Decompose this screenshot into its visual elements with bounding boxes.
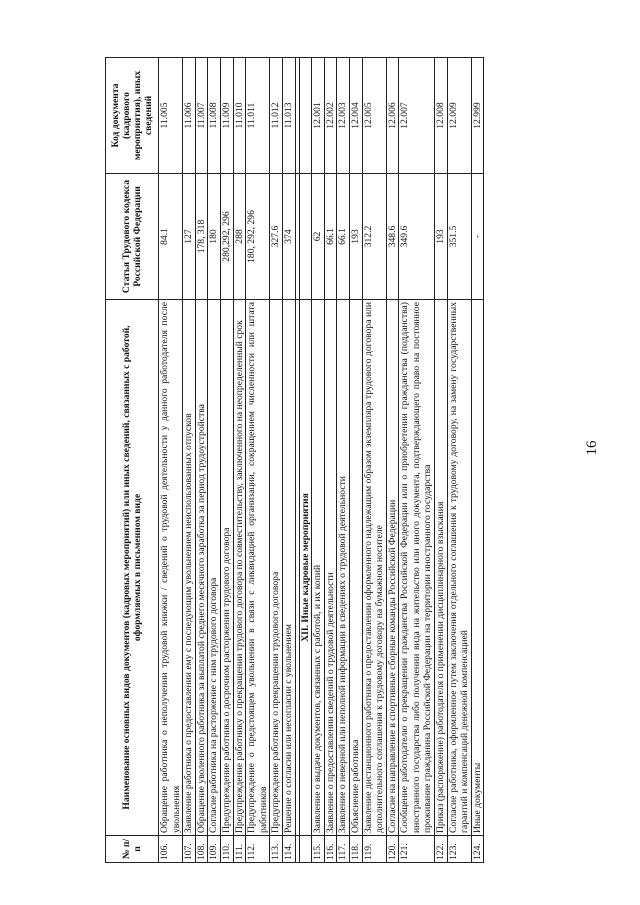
row-document-name: Решение о согласии или несогласии с увольнением [282, 300, 295, 836]
table-row [471, 58, 484, 863]
section-divider [295, 58, 312, 863]
table-row [208, 58, 221, 863]
row-document-name: Заявление о предоставлении сведений о трудовой деятельности [324, 300, 337, 836]
table-row [324, 58, 337, 863]
row-code: 11.007 [195, 58, 208, 174]
row-article: 127 [183, 174, 196, 300]
row-article: 288 [233, 174, 246, 300]
documents-table [105, 57, 484, 863]
row-article: 193 [349, 174, 362, 300]
row-number: 119. [362, 836, 386, 863]
row-number: 122. [435, 836, 448, 863]
row-article: 180, 292, 296 [246, 174, 270, 300]
table-row [159, 58, 183, 863]
table-row [312, 58, 325, 863]
row-article: 178, 318 [195, 174, 208, 300]
row-article: 193 [435, 174, 448, 300]
table-row [435, 58, 448, 863]
row-document-name: Предупреждение о предстоящем увольнении в связи с ликвидацией организации, сокращением численности или штата работников [246, 300, 270, 836]
row-code: 11.013 [282, 58, 295, 174]
row-document-name: Приказ (распоряжение) работодателя о применении дисциплинарного взыскания [435, 300, 448, 836]
row-article: 351.5 [447, 174, 471, 300]
row-code: 11.006 [183, 58, 196, 174]
section-title-row [299, 58, 312, 863]
row-document-name: Заявление дистанционного работника о предоставлении оформленного надлежащим образом экземпляра трудового договора или дополнительного соглашения к трудовому договору на бумажном носителе [362, 300, 386, 836]
row-code: 11.005 [159, 58, 183, 174]
row-code: 11.011 [246, 58, 270, 174]
page-number: 16 [584, 440, 600, 456]
row-code: 12.006 [386, 58, 399, 174]
row-code: 12.007 [399, 58, 435, 174]
row-document-name: Согласие работника, оформленное путем заключения отдельного соглашения к трудовому договору, на замену государственных гарантий и компенсаций денежной компенсацией [447, 300, 471, 836]
row-article: 62 [312, 174, 325, 300]
document-table-rotated [105, 58, 525, 863]
row-number: 106. [159, 836, 183, 863]
row-code: 11.008 [208, 58, 221, 174]
row-article: 180 [208, 174, 221, 300]
table-row [399, 58, 435, 863]
table-body-section-11 [159, 58, 296, 863]
row-article: 349.6 [399, 174, 435, 300]
row-code: 12.002 [324, 58, 337, 174]
header-article: Статья Трудового кодекса Российской Федерации [106, 174, 159, 300]
row-document-name: Обращение уволенного работника за выплатой среднего месячного заработка за период трудоустройства [195, 300, 208, 836]
row-document-name: Согласие на направление в спортивные сборные команды Российской Федерации [386, 300, 399, 836]
row-document-name: Заявление о выдаче документов, связанных с работой, и их копий [312, 300, 325, 836]
row-document-name: Иные документы [471, 300, 484, 836]
row-number: 109. [208, 836, 221, 863]
table-row [183, 58, 196, 863]
row-number: 108. [195, 836, 208, 863]
row-article: - [471, 174, 484, 300]
row-code: 11.012 [270, 58, 283, 174]
row-number: 113. [270, 836, 283, 863]
row-code: 12.009 [447, 58, 471, 174]
row-number: 107. [183, 836, 196, 863]
row-document-name: Предупреждение работника о досрочном расторжении трудового договора [220, 300, 233, 836]
row-code: 12.999 [471, 58, 484, 174]
row-document-name: Сообщение работодателю о прекращении гражданства Российской Федерации или о приобретении гражданства (подданства) иностранного государства либо получении вида на жительство или иного документа, подтверждающего право на постоянное проживание гражданина Российской Федерации на территории иностранного государства [399, 300, 435, 836]
table-row [195, 58, 208, 863]
table-body-section-12 [312, 58, 484, 863]
header-num: № п/п [106, 836, 159, 863]
row-number: 118. [349, 836, 362, 863]
row-number: 123. [447, 836, 471, 863]
row-number: 111. [233, 836, 246, 863]
row-code: 12.004 [349, 58, 362, 174]
row-article: 374 [282, 174, 295, 300]
table-row [282, 58, 295, 863]
row-code: 11.009 [220, 58, 233, 174]
row-article: 66.1 [337, 174, 350, 300]
row-number: 116. [324, 836, 337, 863]
table-row [447, 58, 471, 863]
row-document-name: Предупреждение работнику о прекращении трудового договора по совместительству, заключенного на неопределенный срок [233, 300, 246, 836]
row-code: 11.010 [233, 58, 246, 174]
table-row [233, 58, 246, 863]
row-document-name: Заявление о неверной или неполной информации в сведениях о трудовой деятельности [337, 300, 350, 836]
row-document-name: Обращение работника о неполучении трудовой книжки / сведений о трудовой деятельности у данного работодателя после увольнения [159, 300, 183, 836]
row-article: 327.6 [270, 174, 283, 300]
row-number: 124. [471, 836, 484, 863]
row-article: 66.1 [324, 174, 337, 300]
row-code: 12.001 [312, 58, 325, 174]
header-name: Наименование основных видов документов (кадровых мероприятий) или иных сведений, связанных с работой, оформляемых в письменном виде [106, 300, 159, 836]
row-number: 115. [312, 836, 325, 863]
table-row [349, 58, 362, 863]
table-row [270, 58, 283, 863]
row-number: 114. [282, 836, 295, 863]
row-document-name: Объяснение работника [349, 300, 362, 836]
row-number: 112. [246, 836, 270, 863]
row-article: 84.1 [159, 174, 183, 300]
table-row [386, 58, 399, 863]
row-code: 12.008 [435, 58, 448, 174]
row-article: 348.6 [386, 174, 399, 300]
row-number: 120. [386, 836, 399, 863]
row-number: 110. [220, 836, 233, 863]
row-document-name: Согласие работника на расторжение с ним трудового договора [208, 300, 221, 836]
table-row [337, 58, 350, 863]
table-row [246, 58, 270, 863]
row-article: 280,292, 296 [220, 174, 233, 300]
section-title: XII. Иные кадровые мероприятия [299, 300, 312, 836]
row-code: 12.003 [337, 58, 350, 174]
table-header-row [106, 58, 159, 863]
row-code: 12.005 [362, 58, 386, 174]
row-document-name: Заявление работника о предоставлении ему с последующим увольнением неиспользованных отпусков [183, 300, 196, 836]
row-number: 121. [399, 836, 435, 863]
row-document-name: Предупреждение работнику о прекращении трудового договора [270, 300, 283, 836]
table-row [220, 58, 233, 863]
header-code: Код документа (кадрового мероприятия), иных сведений [106, 58, 159, 174]
row-article: 312.2 [362, 174, 386, 300]
row-number: 117. [337, 836, 350, 863]
table-row [362, 58, 386, 863]
